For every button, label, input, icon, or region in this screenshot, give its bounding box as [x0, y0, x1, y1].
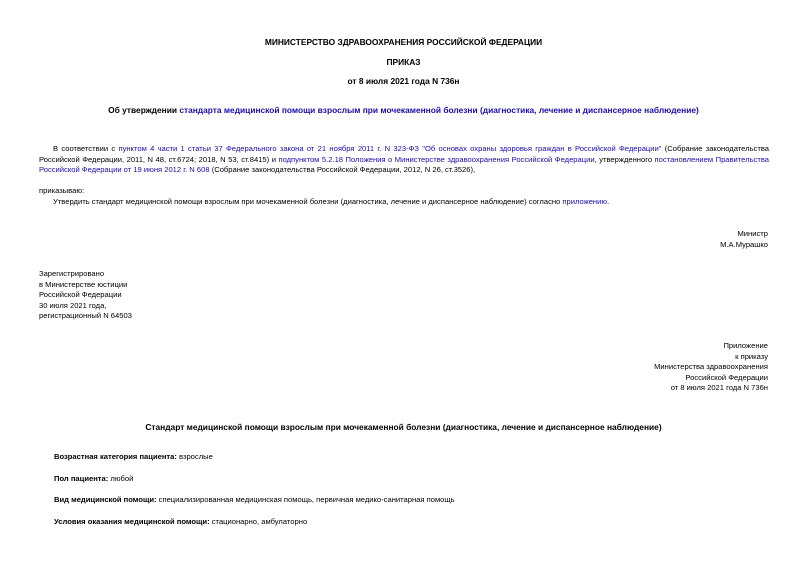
standard-title: Стандарт медицинской помощи взрослым при мочекаменной болезни (диагностика, лечение и диспансерное наблюдение)	[145, 422, 662, 432]
field-care-conditions	[54, 517, 307, 528]
government-decree-608-link[interactable]: постановлением Правительства Российской Федерации от 19 июня 2012 г. N 608	[39, 154, 769, 175]
appendix-line: Приложение	[723, 341, 768, 350]
approve-text: Утвердить стандарт медицинской помощи взрослым при мочекаменной болезни (диагностика, лечение и диспансерное наблюдение) согласно	[53, 197, 563, 206]
field-label: Вид медицинской помощи:	[54, 495, 157, 504]
preamble-text-2: (Собрание законодательства Российской Федерации, 2011, N 48, ст.6724; 2018, N 53, ст.8415) и	[39, 144, 769, 164]
approve-paragraph	[53, 197, 773, 208]
law-323-link[interactable]: пунктом 4 части 1 статьи 37 Федерального закона от 21 ноября 2011 г. N 323-ФЗ "Об основах охраны здоровья граждан в Российской Федерации"	[118, 144, 662, 153]
field-label: Пол пациента:	[54, 474, 109, 483]
ministry-heading: МИНИСТЕРСТВО ЗДРАВООХРАНЕНИЯ РОССИЙСКОЙ ФЕДЕРАЦИИ	[264, 37, 543, 47]
field-value: взрослые	[176, 452, 213, 461]
field-value: любой	[108, 474, 134, 483]
registration-line: Российской Федерации	[39, 290, 122, 300]
preamble-text-3: , утвержденного	[594, 154, 655, 164]
field-care-type	[54, 495, 455, 506]
appendix-block	[654, 341, 768, 394]
prikazyvayu-text: приказываю:	[39, 186, 85, 195]
appendix-line: Российской Федерации	[685, 372, 768, 382]
field-value: стационарно, амбулаторно	[209, 517, 308, 526]
preamble-paragraph	[39, 144, 769, 176]
signature-name: М.А.Мурашко	[720, 240, 768, 249]
preamble-text-4: (Собрание законодательства Российской Федерации, 2012, N 26, ст.3526),	[209, 165, 476, 175]
registration-line: в Министерстве юстиции	[39, 279, 128, 289]
appendix-line: к приказу	[735, 351, 768, 361]
field-value: специализированная медицинская помощь, первичная медико-санитарная помощь	[156, 495, 455, 504]
signature-position: Министр	[737, 229, 768, 238]
registration-block	[39, 269, 132, 322]
registration-line: Зарегистрировано	[39, 269, 105, 278]
appendix-link[interactable]: приложению	[562, 197, 608, 206]
field-age-category	[54, 452, 213, 463]
field-label: Условия оказания медицинской помощи:	[54, 517, 210, 526]
field-patient-sex	[54, 474, 133, 485]
registration-line: регистрационный N 64503	[39, 311, 132, 321]
order-date-number: от 8 июля 2021 года N 736н	[347, 76, 460, 86]
registration-line: 30 июля 2021 года,	[39, 300, 107, 310]
appendix-line: от 8 июля 2021 года N 736н	[670, 383, 768, 393]
approve-end: .	[607, 197, 610, 206]
order-type: ПРИКАЗ	[386, 57, 421, 67]
regulation-5-2-18-link[interactable]: подпунктом 5.2.18 Положения о Министерстве здравоохранения Российской Федерации	[278, 154, 595, 164]
appendix-line: Министерства здравоохранения	[654, 362, 768, 372]
order-title	[0, 105, 807, 115]
field-label: Возрастная категория пациента:	[54, 452, 177, 461]
order-title-prefix: Об утверждении	[108, 105, 180, 115]
preamble-text-1: В соответствии с	[53, 144, 119, 153]
order-title-link[interactable]: стандарта медицинской помощи взрослым при мочекаменной болезни (диагностика, лечение и диспансерное наблюдение)	[179, 105, 699, 115]
